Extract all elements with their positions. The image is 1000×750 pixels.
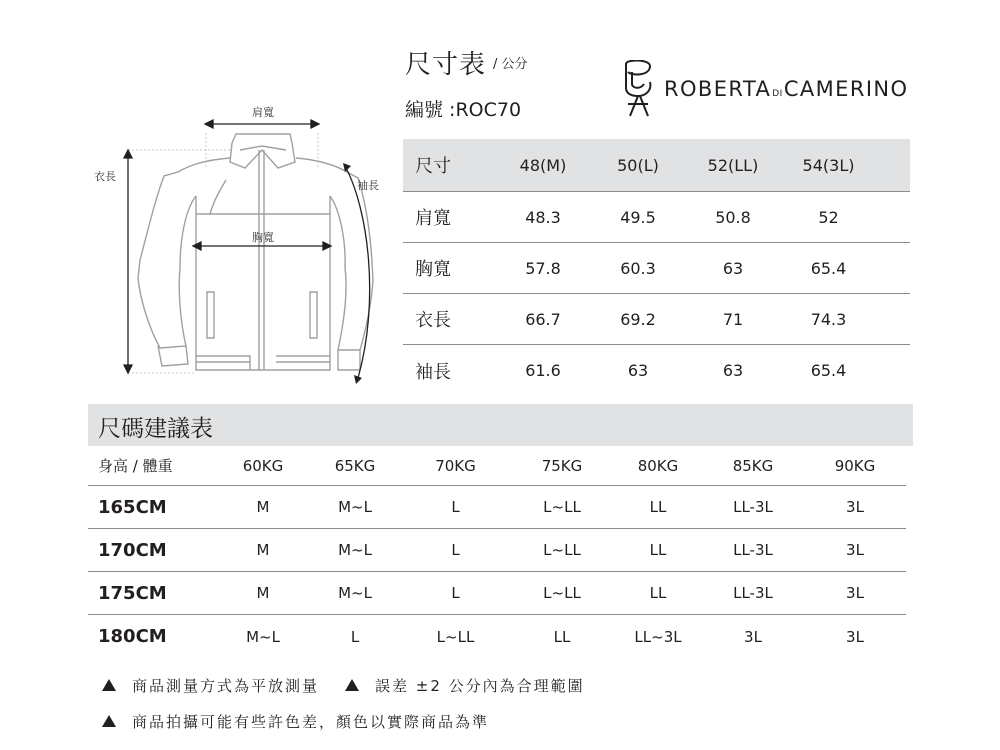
note-text: 誤差 ±2 公分內為合理範圍 bbox=[375, 676, 585, 695]
table-cell: LL~3L bbox=[634, 627, 682, 646]
triangle-icon bbox=[102, 679, 116, 691]
page-title: 尺寸表 bbox=[405, 50, 487, 80]
table-cell: L bbox=[451, 498, 460, 516]
table-cell: 3L bbox=[744, 627, 762, 646]
table-cell: 65.4 bbox=[810, 361, 847, 380]
table-cell: M bbox=[256, 584, 270, 602]
chest-label: 胸寬 bbox=[252, 231, 274, 244]
notes bbox=[102, 667, 585, 739]
triangle-icon bbox=[102, 715, 116, 727]
table-cell: 61.6 bbox=[525, 361, 561, 380]
recommendation-header-row bbox=[88, 446, 906, 486]
table-cell: 57.8 bbox=[525, 258, 561, 278]
height-label: 180CM bbox=[98, 626, 167, 647]
unit-label: / 公分 bbox=[493, 57, 528, 72]
weight-header-cell: 80KG bbox=[637, 456, 679, 475]
table-cell: 65.4 bbox=[810, 258, 847, 278]
table-cell: L~LL bbox=[543, 541, 581, 559]
brand-logo bbox=[618, 60, 909, 120]
table-cell: L~LL bbox=[543, 498, 581, 516]
table-cell: L~LL bbox=[543, 584, 581, 602]
size-table bbox=[403, 139, 910, 396]
triangle-icon bbox=[345, 679, 359, 691]
table-cell: 63 bbox=[722, 258, 744, 278]
weight-header-cell: 75KG bbox=[541, 456, 583, 475]
table-row bbox=[403, 192, 910, 243]
recommendation-title-band bbox=[88, 404, 913, 446]
table-cell: M~L bbox=[338, 498, 372, 516]
table-cell: M bbox=[256, 541, 270, 559]
table-cell: L bbox=[451, 541, 460, 559]
table-row bbox=[403, 294, 910, 345]
weight-header-cell: 65KG bbox=[334, 456, 376, 475]
jacket-illustration bbox=[0, 0, 400, 400]
table-cell: LL bbox=[649, 584, 667, 602]
note-line bbox=[102, 703, 585, 739]
recommendation-title: 尺碼建議表 bbox=[98, 416, 213, 442]
table-cell: 3L bbox=[846, 541, 864, 559]
weight-header-cell: 90KG bbox=[834, 456, 876, 475]
table-cell: L~LL bbox=[436, 627, 475, 646]
table-cell: 63 bbox=[627, 361, 649, 380]
brand-emblem-icon bbox=[618, 60, 658, 118]
table-row bbox=[88, 486, 906, 529]
row-label: 袖長 bbox=[415, 361, 451, 383]
table-cell: LL-3L bbox=[733, 498, 773, 516]
height-label: 165CM bbox=[98, 496, 167, 518]
table-cell: LL-3L bbox=[733, 541, 773, 559]
recommendation-header-label: 身高 / 體重 bbox=[98, 457, 173, 475]
table-cell: L bbox=[451, 584, 460, 602]
size-header-label: 尺寸 bbox=[415, 156, 451, 177]
table-row bbox=[88, 572, 906, 615]
table-row bbox=[88, 615, 906, 658]
row-label: 衣長 bbox=[415, 310, 451, 331]
size-header-cell: 52(LL) bbox=[707, 155, 759, 175]
note-line bbox=[102, 667, 585, 703]
table-cell: 3L bbox=[846, 498, 864, 516]
table-cell: 50.8 bbox=[715, 207, 751, 227]
size-header-cell: 50(L) bbox=[617, 155, 659, 175]
table-cell: L bbox=[350, 627, 360, 646]
note-text: 商品測量方式為平放測量 bbox=[132, 676, 320, 695]
size-table-header bbox=[403, 139, 910, 192]
table-cell: LL bbox=[649, 541, 667, 559]
table-cell: 52 bbox=[818, 207, 839, 227]
size-header-cell: 48(M) bbox=[519, 155, 567, 175]
table-cell: 49.5 bbox=[620, 207, 656, 227]
table-row bbox=[88, 529, 906, 572]
note-text: 商品拍攝可能有些許色差，顏色以實際商品為準 bbox=[132, 712, 490, 731]
table-cell: 74.3 bbox=[810, 309, 847, 329]
weight-header-cell: 85KG bbox=[732, 456, 774, 475]
product-code: 編號 :ROC70 bbox=[405, 99, 522, 121]
height-label: 175CM bbox=[98, 582, 167, 604]
table-cell: 60.3 bbox=[620, 258, 656, 278]
table-cell: LL bbox=[553, 627, 571, 646]
weight-header-cell: 70KG bbox=[435, 456, 476, 475]
table-cell: LL-3L bbox=[733, 584, 773, 602]
table-row bbox=[403, 243, 910, 294]
table-cell: M~L bbox=[338, 584, 372, 602]
table-cell: LL bbox=[649, 498, 667, 516]
row-label: 肩寬 bbox=[415, 208, 451, 229]
height-label: 170CM bbox=[98, 539, 167, 561]
table-row bbox=[403, 345, 910, 396]
table-cell: 3L bbox=[846, 584, 864, 602]
weight-header-cell: 60KG bbox=[242, 456, 284, 475]
table-cell: M bbox=[256, 498, 270, 516]
table-cell: 3L bbox=[846, 627, 864, 646]
table-cell: 71 bbox=[722, 309, 744, 329]
shoulder-label: 肩寬 bbox=[252, 106, 274, 119]
recommendation-table bbox=[88, 446, 906, 658]
table-cell: 48.3 bbox=[525, 207, 561, 227]
sleeve-label: 袖長 bbox=[357, 179, 379, 192]
size-header-cell: 54(3L) bbox=[802, 155, 855, 175]
table-cell: 63 bbox=[722, 361, 744, 380]
length-label: 衣長 bbox=[94, 170, 116, 183]
table-cell: 69.2 bbox=[620, 309, 656, 329]
table-cell: M~L bbox=[338, 541, 372, 559]
table-cell: 66.7 bbox=[525, 309, 561, 329]
brand-name: ROBERTADICAMERINO bbox=[664, 77, 909, 101]
table-cell: M~L bbox=[246, 627, 280, 646]
row-label: 胸寬 bbox=[415, 259, 451, 280]
